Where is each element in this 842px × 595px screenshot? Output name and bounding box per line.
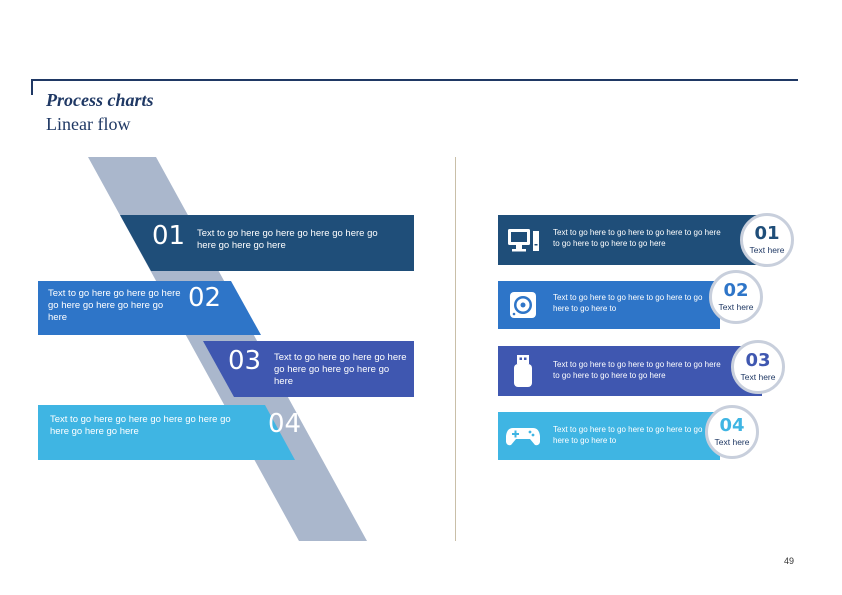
- step-04-number: 04: [268, 409, 302, 439]
- gamepad-icon: [498, 412, 548, 460]
- page-title: Process charts: [46, 90, 154, 110]
- icon-list-number-02: 02: [723, 280, 749, 301]
- page-subtitle: Linear flow: [46, 114, 131, 134]
- icon-list-badge-01: [740, 213, 794, 267]
- icon-list-label-02: Text here: [718, 302, 754, 312]
- icon-list-text-04: Text to go here to go here to go here to go here to go here to: [553, 425, 703, 445]
- icon-list-text-01: Text to go here to go here to go here to go here to go here to go here to go here: [553, 228, 721, 248]
- icon-list-text-02: Text to go here to go here to go here to go here to go here to: [553, 293, 703, 313]
- icon-list-number-04: 04: [719, 415, 745, 436]
- icon-list-row-01: [498, 215, 762, 265]
- center-divider: [455, 157, 456, 541]
- icon-list-label-01: Text here: [749, 245, 785, 255]
- icon-list-label-03: Text here: [740, 372, 776, 382]
- computer-monitor-icon: [498, 215, 548, 265]
- icon-list-row-02: [498, 281, 720, 329]
- step-04-text: Text to go here go here go here go here go here go here go here: [50, 414, 231, 437]
- icon-list-badge-03: [731, 340, 785, 394]
- icon-list-number-03: 03: [745, 350, 771, 371]
- icon-list-text-03: Text to go here to go here to go here to go here to go here to go here to go here: [553, 360, 721, 380]
- icon-list-badge-02: [709, 270, 763, 324]
- disk-drive-icon: [498, 281, 548, 329]
- step-01-text: Text to go here go here go here go here go here go here go here: [197, 228, 378, 251]
- icon-list-badge-04: [705, 405, 759, 459]
- icon-list-row-03: [498, 346, 762, 396]
- step-03-number: 03: [228, 346, 262, 376]
- step-02-text: Text to go here go here go here go here go here go here go here: [48, 288, 181, 323]
- icon-list-label-04: Text here: [714, 437, 750, 447]
- step-01-number: 01: [152, 221, 186, 251]
- step-02-number: 02: [188, 283, 222, 313]
- icon-list-row-04: [498, 412, 720, 460]
- usb-drive-icon: [498, 346, 548, 396]
- step-03-text: Text to go here go here go here go here go here go here go here: [274, 352, 407, 387]
- page-number: 49: [784, 556, 795, 566]
- icon-list-number-01: 01: [754, 223, 780, 244]
